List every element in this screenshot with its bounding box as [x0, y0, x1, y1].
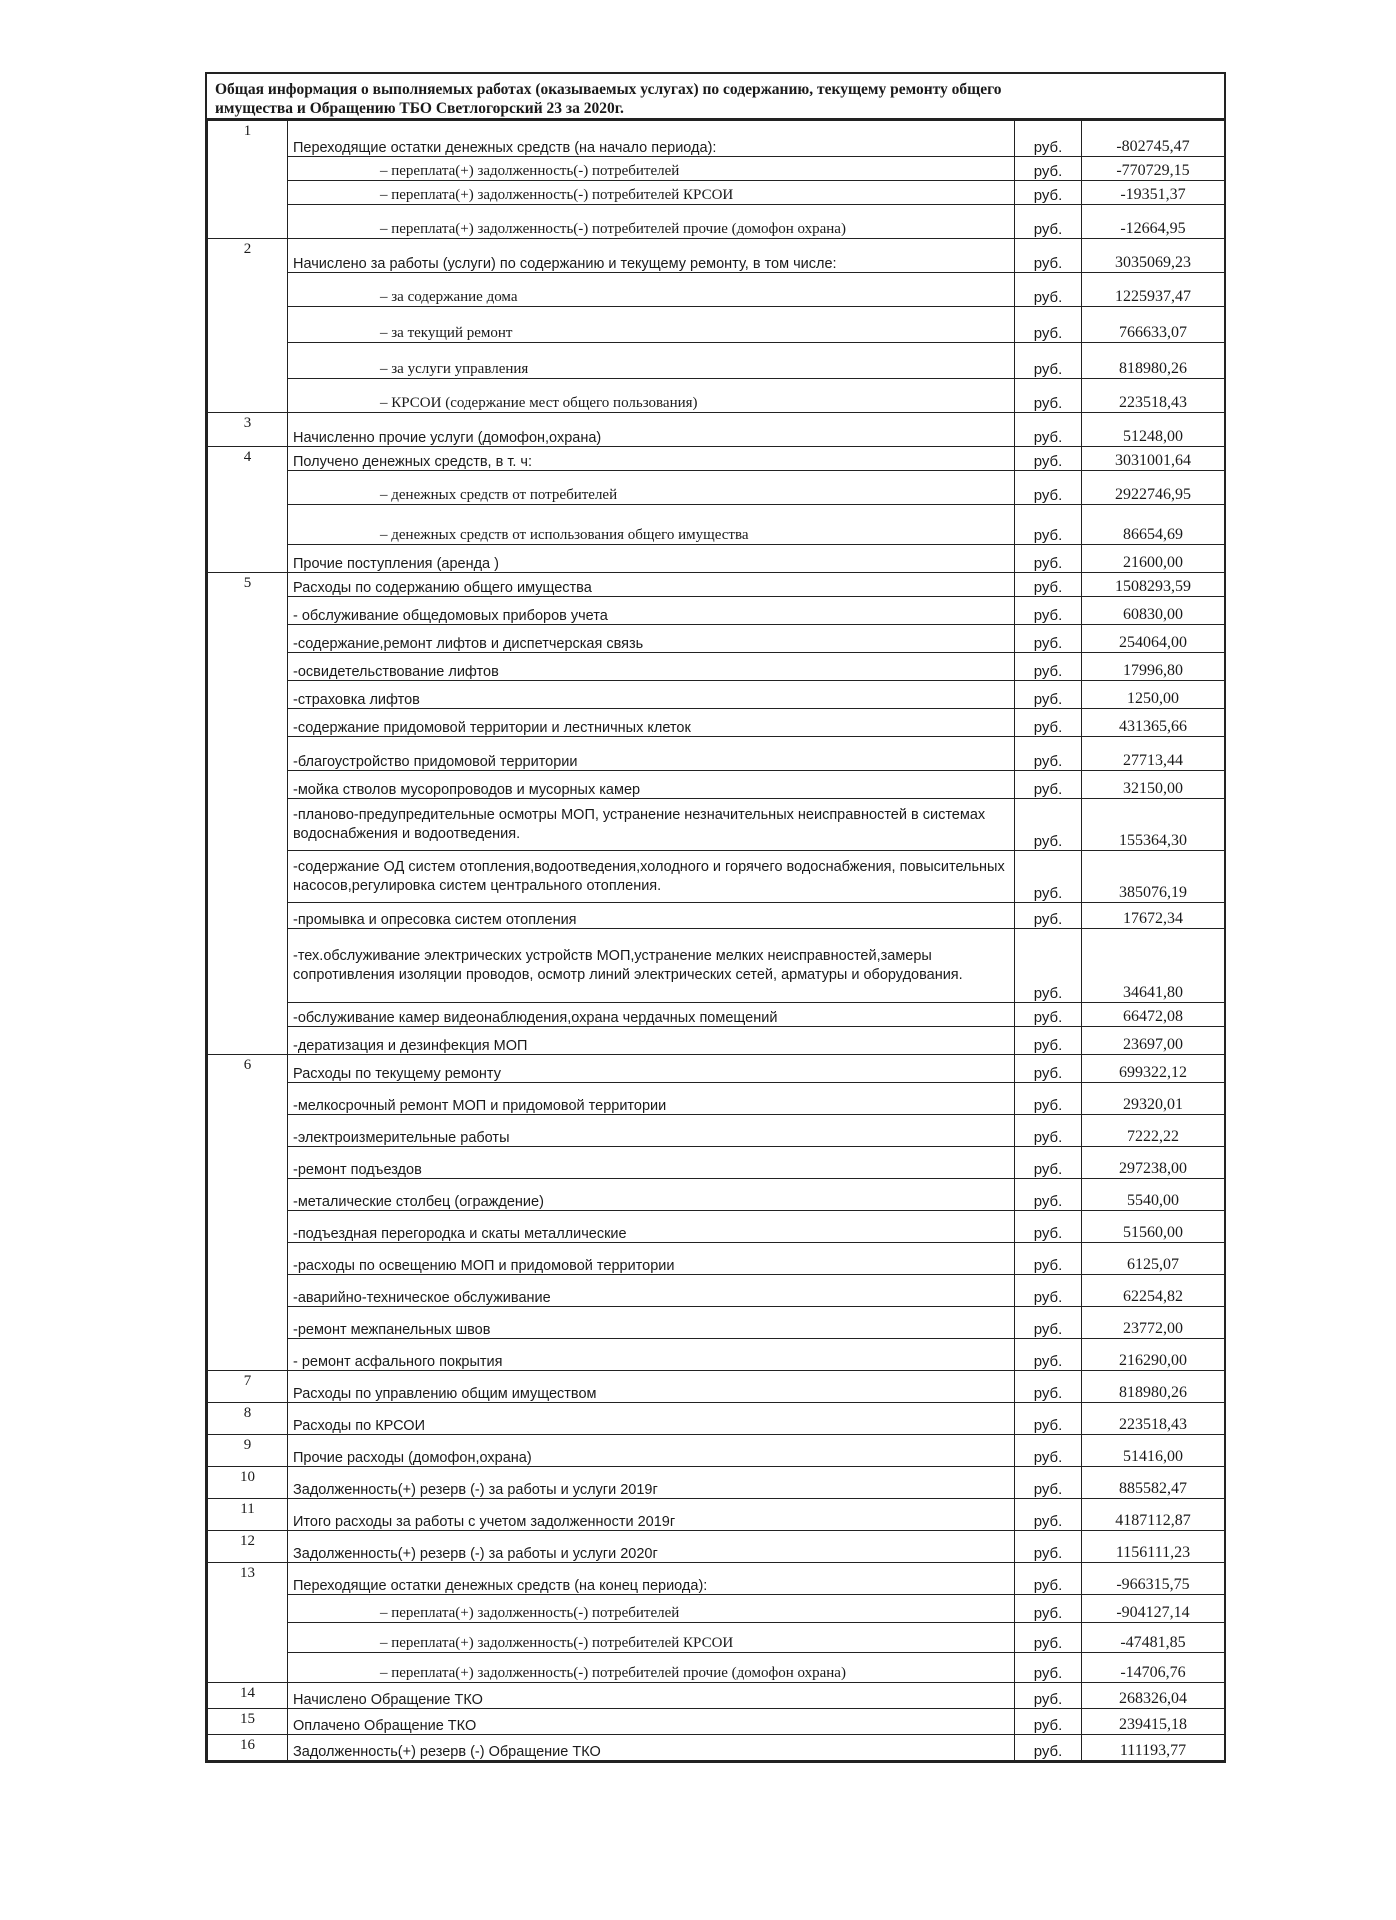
row-unit: руб. [1015, 771, 1082, 799]
row-description: Расходы по управлению общим имуществом [288, 1371, 1015, 1403]
row-value: 21600,00 [1082, 545, 1225, 573]
row-number [208, 1243, 288, 1275]
row-value: 885582,47 [1082, 1467, 1225, 1499]
row-value: 1508293,59 [1082, 573, 1225, 597]
row-number: 13 [208, 1563, 288, 1595]
table-row [208, 413, 1225, 447]
row-number [208, 903, 288, 929]
row-unit: руб. [1015, 1307, 1082, 1339]
row-description: -расходы по освещению МОП и придомовой территории [288, 1243, 1015, 1275]
row-value: 254064,00 [1082, 625, 1225, 653]
row-unit: руб. [1015, 273, 1082, 307]
row-unit: руб. [1015, 1467, 1082, 1499]
row-unit: руб. [1015, 1623, 1082, 1653]
row-value: -12664,95 [1082, 205, 1225, 239]
row-number: 16 [208, 1735, 288, 1761]
row-value: 3031001,64 [1082, 447, 1225, 471]
row-value: 51560,00 [1082, 1211, 1225, 1243]
row-value: 699322,12 [1082, 1055, 1225, 1083]
table-row [208, 1435, 1225, 1467]
table-row [208, 1531, 1225, 1563]
table-row [208, 181, 1225, 205]
table-row [208, 1595, 1225, 1623]
row-number [208, 737, 288, 771]
row-value: 34641,80 [1082, 929, 1225, 1003]
row-value: 60830,00 [1082, 597, 1225, 625]
row-number: 12 [208, 1531, 288, 1563]
row-description: Прочие поступления (аренда ) [288, 545, 1015, 573]
table-row [208, 903, 1225, 929]
row-description: Расходы по текущему ремонту [288, 1055, 1015, 1083]
table-row [208, 1083, 1225, 1115]
table-row [208, 625, 1225, 653]
row-value: 2922746,95 [1082, 471, 1225, 505]
row-value: 3035069,23 [1082, 239, 1225, 273]
row-description: -тех.обслуживание электрических устройств МОП,устранение мелких неисправностей,замеры сопротивления изоляции проводов, осмотр линий электрических сетей, арматуры и оборудования. [288, 929, 1015, 1003]
table-row [208, 653, 1225, 681]
row-description: Переходящие остатки денежных средств (на конец периода): [288, 1563, 1015, 1595]
row-description: – переплата(+) задолженность(-) потребителей прочие (домофон охрана) [288, 205, 1015, 239]
table-row [208, 239, 1225, 273]
table-row [208, 157, 1225, 181]
row-unit: руб. [1015, 1653, 1082, 1683]
row-number [208, 379, 288, 413]
row-value: 818980,26 [1082, 343, 1225, 379]
row-number: 3 [208, 413, 288, 447]
row-description: -дератизация и дезинфекция МОП [288, 1027, 1015, 1055]
row-value: -802745,47 [1082, 121, 1225, 157]
row-number [208, 1003, 288, 1027]
row-value: 111193,77 [1082, 1735, 1225, 1761]
row-value: 51416,00 [1082, 1435, 1225, 1467]
table-row [208, 471, 1225, 505]
row-description: -промывка и опресовка систем отопления [288, 903, 1015, 929]
row-description: Получено денежных средств, в т. ч: [288, 447, 1015, 471]
row-value: 23697,00 [1082, 1027, 1225, 1055]
table-row [208, 681, 1225, 709]
row-unit: руб. [1015, 239, 1082, 273]
row-unit: руб. [1015, 181, 1082, 205]
report-document [205, 72, 1226, 1763]
row-unit: руб. [1015, 157, 1082, 181]
row-unit: руб. [1015, 573, 1082, 597]
row-number [208, 1339, 288, 1371]
row-value: 4187112,87 [1082, 1499, 1225, 1531]
row-unit: руб. [1015, 447, 1082, 471]
row-number [208, 343, 288, 379]
row-value: 7222,22 [1082, 1115, 1225, 1147]
table-row [208, 573, 1225, 597]
row-description: – КРСОИ (содержание мест общего пользования) [288, 379, 1015, 413]
row-unit: руб. [1015, 1499, 1082, 1531]
row-unit: руб. [1015, 653, 1082, 681]
row-unit: руб. [1015, 1531, 1082, 1563]
table-row [208, 1179, 1225, 1211]
row-number [208, 799, 288, 851]
row-description: -металические столбец (ограждение) [288, 1179, 1015, 1211]
row-description: Оплачено Обращение ТКО [288, 1709, 1015, 1735]
table-row [208, 1243, 1225, 1275]
row-number: 8 [208, 1403, 288, 1435]
row-value: 29320,01 [1082, 1083, 1225, 1115]
row-description: Итого расходы за работы с учетом задолженности 2019г [288, 1499, 1015, 1531]
row-description: -аварийно-техническое обслуживание [288, 1275, 1015, 1307]
table-row [208, 1563, 1225, 1595]
table-row [208, 545, 1225, 573]
row-unit: руб. [1015, 1371, 1082, 1403]
row-description: -освидетельствование лифтов [288, 653, 1015, 681]
table-row [208, 1027, 1225, 1055]
table-row [208, 1467, 1225, 1499]
row-value: 766633,07 [1082, 307, 1225, 343]
table-row [208, 273, 1225, 307]
row-description: -ремонт межпанельных швов [288, 1307, 1015, 1339]
row-unit: руб. [1015, 709, 1082, 737]
row-description: -подъездная перегородка и скаты металлические [288, 1211, 1015, 1243]
table-row [208, 343, 1225, 379]
table-row [208, 1735, 1225, 1761]
row-value: -14706,76 [1082, 1653, 1225, 1683]
row-unit: руб. [1015, 851, 1082, 903]
row-description: – переплата(+) задолженность(-) потребителей прочие (домофон охрана) [288, 1653, 1015, 1683]
row-value: -966315,75 [1082, 1563, 1225, 1595]
row-value: -904127,14 [1082, 1595, 1225, 1623]
row-number [208, 709, 288, 737]
row-value: 1156111,23 [1082, 1531, 1225, 1563]
row-number [208, 471, 288, 505]
row-description: -электроизмерительные работы [288, 1115, 1015, 1147]
row-description: – переплата(+) задолженность(-) потребителей КРСОИ [288, 1623, 1015, 1653]
table-row [208, 1653, 1225, 1683]
row-unit: руб. [1015, 205, 1082, 239]
table-row [208, 1147, 1225, 1179]
row-value: 268326,04 [1082, 1683, 1225, 1709]
row-description: Расходы по содержанию общего имущества [288, 573, 1015, 597]
row-number [208, 307, 288, 343]
row-number [208, 653, 288, 681]
table-row [208, 771, 1225, 799]
row-unit: руб. [1015, 505, 1082, 545]
row-unit: руб. [1015, 1003, 1082, 1027]
row-unit: руб. [1015, 1683, 1082, 1709]
row-unit: руб. [1015, 1435, 1082, 1467]
row-number [208, 1275, 288, 1307]
row-value: 297238,00 [1082, 1147, 1225, 1179]
row-unit: руб. [1015, 737, 1082, 771]
table-row [208, 929, 1225, 1003]
row-description: Переходящие остатки денежных средств (на начало периода): [288, 121, 1015, 157]
row-description: Задолженность(+) резерв (-) Обращение ТКО [288, 1735, 1015, 1761]
row-value: 239415,18 [1082, 1709, 1225, 1735]
row-unit: руб. [1015, 1563, 1082, 1595]
row-unit: руб. [1015, 545, 1082, 573]
row-description: -мелкосрочный ремонт МОП и придомовой территории [288, 1083, 1015, 1115]
row-unit: руб. [1015, 471, 1082, 505]
report-table [207, 120, 1225, 1761]
row-description: Расходы по КРСОИ [288, 1403, 1015, 1435]
row-number [208, 205, 288, 239]
row-value: -19351,37 [1082, 181, 1225, 205]
row-description: – переплата(+) задолженность(-) потребителей [288, 1595, 1015, 1623]
row-unit: руб. [1015, 307, 1082, 343]
row-value: 51248,00 [1082, 413, 1225, 447]
row-unit: руб. [1015, 597, 1082, 625]
row-number [208, 681, 288, 709]
row-description: -мойка стволов мусоропроводов и мусорных камер [288, 771, 1015, 799]
row-number [208, 625, 288, 653]
row-unit: руб. [1015, 1055, 1082, 1083]
row-number [208, 1623, 288, 1653]
table-row [208, 1275, 1225, 1307]
row-description: – за услуги управления [288, 343, 1015, 379]
row-number [208, 597, 288, 625]
table-row [208, 505, 1225, 545]
row-description: -ремонт подъездов [288, 1147, 1015, 1179]
row-description: Задолженность(+) резерв (-) за работы и услуги 2019г [288, 1467, 1015, 1499]
row-unit: руб. [1015, 121, 1082, 157]
table-row [208, 205, 1225, 239]
row-number [208, 851, 288, 903]
table-row [208, 307, 1225, 343]
row-value: 5540,00 [1082, 1179, 1225, 1211]
row-value: 27713,44 [1082, 737, 1225, 771]
row-unit: руб. [1015, 1211, 1082, 1243]
table-row [208, 1339, 1225, 1371]
row-value: 431365,66 [1082, 709, 1225, 737]
row-number: 2 [208, 239, 288, 273]
row-unit: руб. [1015, 903, 1082, 929]
row-unit: руб. [1015, 1027, 1082, 1055]
row-value: 32150,00 [1082, 771, 1225, 799]
row-number [208, 1653, 288, 1683]
row-number [208, 1147, 288, 1179]
row-description: – денежных средств от потребителей [288, 471, 1015, 505]
row-number [208, 505, 288, 545]
row-number: 11 [208, 1499, 288, 1531]
row-unit: руб. [1015, 379, 1082, 413]
row-description: -обслуживание камер видеонаблюдения,охрана чердачных помещений [288, 1003, 1015, 1027]
row-value: 385076,19 [1082, 851, 1225, 903]
row-value: 1250,00 [1082, 681, 1225, 709]
table-row [208, 1709, 1225, 1735]
table-row [208, 737, 1225, 771]
report-title-line-2: имущества и Обращению ТБО Светлогорский 23 за 2020г. [215, 100, 624, 117]
row-number: 6 [208, 1055, 288, 1083]
row-number: 4 [208, 447, 288, 471]
table-row [208, 447, 1225, 471]
row-description: – за текущий ремонт [288, 307, 1015, 343]
row-description: – переплата(+) задолженность(-) потребителей КРСОИ [288, 181, 1015, 205]
row-value: 155364,30 [1082, 799, 1225, 851]
row-description: – денежных средств от использования общего имущества [288, 505, 1015, 545]
row-description: Задолженность(+) резерв (-) за работы и услуги 2020г [288, 1531, 1015, 1563]
row-number: 9 [208, 1435, 288, 1467]
table-row [208, 709, 1225, 737]
table-row [208, 1115, 1225, 1147]
table-row [208, 1371, 1225, 1403]
row-description: -содержание ОД систем отопления,водоотведения,холодного и горячего водоснабжения, повысительных насосов,регулировка систем центрального отопления. [288, 851, 1015, 903]
row-number [208, 181, 288, 205]
report-table-body [208, 121, 1225, 1761]
table-row [208, 597, 1225, 625]
row-description: -содержание,ремонт лифтов и диспетчерская связь [288, 625, 1015, 653]
row-unit: руб. [1015, 343, 1082, 379]
row-number [208, 1083, 288, 1115]
row-number [208, 929, 288, 1003]
table-row [208, 1055, 1225, 1083]
row-unit: руб. [1015, 681, 1082, 709]
row-value: 818980,26 [1082, 1371, 1225, 1403]
row-unit: руб. [1015, 1179, 1082, 1211]
row-description: -содержание придомовой территории и лестничных клеток [288, 709, 1015, 737]
report-header [207, 74, 1224, 120]
row-unit: руб. [1015, 1709, 1082, 1735]
row-number [208, 1027, 288, 1055]
row-number [208, 1307, 288, 1339]
row-unit: руб. [1015, 799, 1082, 851]
table-row [208, 1403, 1225, 1435]
row-unit: руб. [1015, 1115, 1082, 1147]
row-number: 15 [208, 1709, 288, 1735]
row-number [208, 545, 288, 573]
row-unit: руб. [1015, 1275, 1082, 1307]
row-value: 1225937,47 [1082, 273, 1225, 307]
table-row [208, 1499, 1225, 1531]
row-unit: руб. [1015, 625, 1082, 653]
row-number: 14 [208, 1683, 288, 1709]
row-unit: руб. [1015, 1339, 1082, 1371]
row-description: Начисленно прочие услуги (домофон,охрана) [288, 413, 1015, 447]
row-number [208, 273, 288, 307]
row-description: Начислено за работы (услуги) по содержанию и текущему ремонту, в том числе: [288, 239, 1015, 273]
row-description: - ремонт асфального покрытия [288, 1339, 1015, 1371]
row-value: -47481,85 [1082, 1623, 1225, 1653]
row-unit: руб. [1015, 1403, 1082, 1435]
row-number [208, 1595, 288, 1623]
row-value: 23772,00 [1082, 1307, 1225, 1339]
row-description: -страховка лифтов [288, 681, 1015, 709]
row-number [208, 157, 288, 181]
row-unit: руб. [1015, 1243, 1082, 1275]
row-value: 86654,69 [1082, 505, 1225, 545]
row-description: – переплата(+) задолженность(-) потребителей [288, 157, 1015, 181]
table-row [208, 1211, 1225, 1243]
row-unit: руб. [1015, 1147, 1082, 1179]
row-unit: руб. [1015, 413, 1082, 447]
row-number [208, 1179, 288, 1211]
row-unit: руб. [1015, 1595, 1082, 1623]
table-row [208, 1683, 1225, 1709]
table-row [208, 1307, 1225, 1339]
row-description: Прочие расходы (домофон,охрана) [288, 1435, 1015, 1467]
row-number [208, 1211, 288, 1243]
table-row [208, 1003, 1225, 1027]
table-row [208, 851, 1225, 903]
row-value: 17996,80 [1082, 653, 1225, 681]
row-unit: руб. [1015, 1083, 1082, 1115]
row-unit: руб. [1015, 1735, 1082, 1761]
row-number [208, 771, 288, 799]
table-row [208, 1623, 1225, 1653]
row-number [208, 1115, 288, 1147]
row-value: 17672,34 [1082, 903, 1225, 929]
row-unit: руб. [1015, 929, 1082, 1003]
row-description: - обслуживание общедомовых приборов учета [288, 597, 1015, 625]
row-number: 7 [208, 1371, 288, 1403]
row-value: 66472,08 [1082, 1003, 1225, 1027]
row-description: -благоустройство придомовой территории [288, 737, 1015, 771]
row-value: -770729,15 [1082, 157, 1225, 181]
row-number: 5 [208, 573, 288, 597]
table-row [208, 379, 1225, 413]
row-value: 223518,43 [1082, 1403, 1225, 1435]
table-row [208, 799, 1225, 851]
report-title-line-1: Общая информация о выполняемых работах (оказываемых услугах) по содержанию, текущему ремонту общего [215, 81, 1002, 98]
table-row [208, 121, 1225, 157]
row-value: 6125,07 [1082, 1243, 1225, 1275]
row-value: 62254,82 [1082, 1275, 1225, 1307]
row-number: 1 [208, 121, 288, 157]
row-number: 10 [208, 1467, 288, 1499]
row-description: – за содержание дома [288, 273, 1015, 307]
row-value: 216290,00 [1082, 1339, 1225, 1371]
row-value: 223518,43 [1082, 379, 1225, 413]
row-description: Начислено Обращение ТКО [288, 1683, 1015, 1709]
row-description: -планово-предупредительные осмотры МОП, устранение незначительных неисправностей в системах водоснабжения и водоотведения. [288, 799, 1015, 851]
